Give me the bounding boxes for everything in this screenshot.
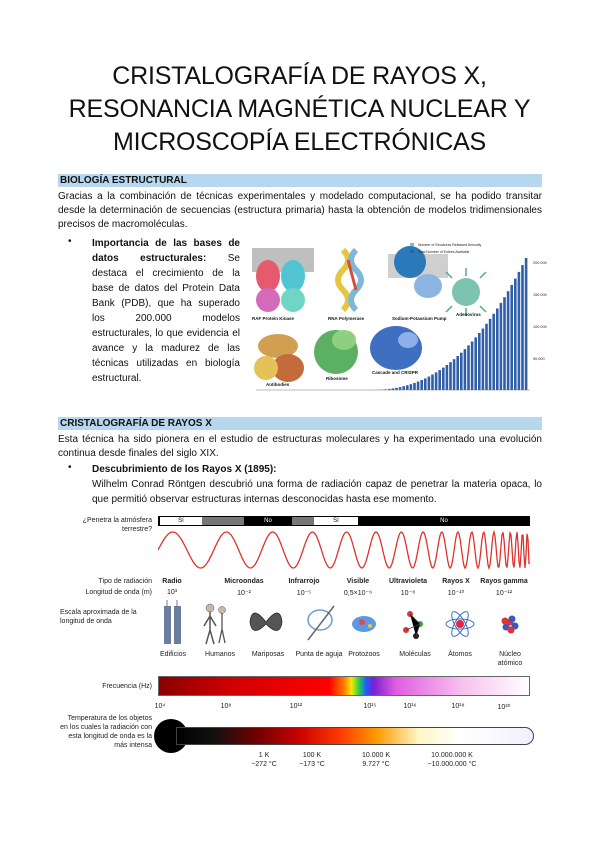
pdb-bar bbox=[489, 319, 492, 390]
radiation-type-label: Microondas bbox=[224, 578, 264, 585]
atm-yes-1: Sí bbox=[160, 517, 202, 525]
pdb-bar bbox=[420, 380, 423, 390]
pdb-bar bbox=[478, 333, 481, 390]
pdb-bar bbox=[500, 303, 503, 390]
wave-graphic bbox=[158, 528, 530, 572]
scale-item-label: Humanos bbox=[205, 651, 235, 658]
atmosphere-bar bbox=[158, 516, 530, 526]
pdb-bar bbox=[507, 291, 510, 390]
nucleus-icon bbox=[502, 616, 519, 634]
temperature-kelvin: 100 K bbox=[302, 752, 322, 759]
pdb-bar bbox=[438, 370, 441, 390]
butterfly-icon bbox=[250, 613, 282, 631]
pdb-bar bbox=[474, 337, 477, 390]
legend-annual: Number of Structures Released Annually bbox=[418, 243, 482, 247]
wavelength-label: 0,5×10⁻⁶ bbox=[343, 590, 373, 597]
em-spectrum-figure bbox=[58, 512, 544, 774]
temperature-kelvin: 10.000.000 K bbox=[431, 752, 473, 759]
pdb-bar bbox=[456, 356, 459, 390]
bullet-rayos-x-text: Wilhelm Conrad Röntgen descubrió una forma de radiación capaz de penetrar la materia opaca, lo que permitió observar estructuras internas desconocidas hasta ese momento. bbox=[92, 479, 542, 505]
pdb-bar bbox=[510, 285, 513, 390]
pdb-bar bbox=[496, 309, 499, 391]
pdb-bar bbox=[471, 342, 474, 391]
section-heading-biologia: BIOLOGÍA ESTRUCTURAL bbox=[58, 174, 542, 187]
pdb-bar bbox=[406, 385, 409, 390]
molecules-icon bbox=[403, 611, 423, 639]
temperature-kelvin: 10.000 K bbox=[361, 752, 391, 759]
temperature-celsius: −173 °C bbox=[299, 761, 325, 768]
pdb-bar bbox=[446, 365, 449, 390]
label-longitud: Longitud de onda (m) bbox=[85, 589, 152, 596]
radiation-type-label: Ultravioleta bbox=[388, 578, 428, 585]
buildings-icon bbox=[164, 600, 181, 644]
pdb-bar bbox=[492, 314, 495, 390]
radiation-type-label: Visible bbox=[346, 578, 370, 585]
pdb-bar bbox=[503, 297, 506, 390]
bullet-pdb-text: Se destaca el crecimiento de la base de datos del Protein Data Bank (PDB), que ha superado los 200.000 modelos estructurales, lo que evidencia el avance y la madurez de las técnicas utilizadas en biología estructural. bbox=[92, 253, 240, 384]
pdb-bar bbox=[525, 258, 528, 390]
scale-item-label: Edificios bbox=[159, 651, 187, 658]
title-line-3: MICROSCOPÍA ELECTRÓNICAS bbox=[112, 128, 487, 156]
section-paragraph-cristalografia: Esta técnica ha sido pionera en el estudio de estructuras moleculares y ha experimentado una evolución continua desde finales del siglo XIX. bbox=[58, 434, 542, 459]
y-tick-150000: 150,000 bbox=[533, 293, 547, 297]
bullet-dot: • bbox=[68, 236, 72, 247]
frequency-tick: 10¹⁶ bbox=[403, 703, 417, 710]
wavelength-label: 10⁻¹² bbox=[495, 590, 513, 597]
fig-label-ribosome: Ribosome bbox=[326, 376, 348, 381]
atm-grey-2 bbox=[292, 517, 314, 525]
pdb-bar bbox=[431, 375, 434, 391]
label-escala: Escala aproximada de la longitud de onda bbox=[60, 609, 137, 625]
bullet-pdb-heading: Importancia de las bases de datos estructurales: bbox=[92, 238, 240, 264]
label-temperatura: Temperatura de los objetos en los cuales la radiación con esta longitud de onda es la más intensa bbox=[60, 715, 152, 749]
atm-grey-1 bbox=[202, 517, 244, 525]
thermometer-tube bbox=[176, 727, 534, 745]
fig-label-pump: Sodium-Potassium Pump bbox=[392, 316, 447, 321]
page-title bbox=[0, 60, 599, 159]
frequency-bar bbox=[158, 676, 530, 696]
pdb-bar bbox=[413, 383, 416, 390]
radiation-type-label: Rayos gamma bbox=[480, 578, 528, 585]
label-frecuencia: Frecuencia (Hz) bbox=[102, 683, 152, 690]
atm-no-1: No bbox=[264, 518, 272, 524]
section-paragraph-biologia: Gracias a la combinación de técnicas experimentales y modelado computacional, se ha podido transitar desde la determinación de secuencias (estructura primaria) hasta la obtención de modelos tridimensionales precisos de macromoléculas. bbox=[58, 191, 542, 230]
pdb-bar bbox=[435, 372, 438, 390]
section-heading-cristalografia: CRISTALOGRAFÍA DE RAYOS X bbox=[58, 417, 542, 430]
pdb-bar bbox=[410, 384, 413, 390]
fig-label-adeno: Adenovirus bbox=[456, 312, 481, 317]
radiation-type-label: Radio bbox=[162, 578, 182, 585]
fig-label-antibodies: Antibodies bbox=[266, 382, 290, 387]
wavelength-label: 10⁻² bbox=[237, 590, 251, 597]
wavelength-label: 10⁻⁸ bbox=[400, 590, 416, 597]
temperature-celsius: 9.727 °C bbox=[362, 761, 390, 768]
radiation-type-label: Rayos X bbox=[442, 578, 470, 585]
scale-item-label: Protozoos bbox=[348, 651, 380, 658]
wavelength-label: 10⁻⁵ bbox=[296, 590, 312, 597]
scale-item-label: Núcleo atómico bbox=[497, 651, 523, 667]
atom-icon bbox=[446, 609, 474, 638]
scale-icons bbox=[158, 600, 538, 648]
temperature-celsius: ~10.000.000 °C bbox=[427, 761, 477, 768]
bullet-dot: • bbox=[68, 462, 72, 473]
frequency-tick: 10¹⁵ bbox=[363, 703, 377, 710]
frequency-tick: 10²⁰ bbox=[497, 704, 511, 711]
frequency-tick: 10¹⁸ bbox=[451, 703, 465, 710]
frequency-tick: 10⁸ bbox=[220, 703, 232, 710]
title-line-2: RESONANCIA MAGNÉTICA NUCLEAR Y bbox=[68, 95, 531, 123]
pdb-bar bbox=[518, 272, 521, 390]
pdb-bar bbox=[467, 345, 470, 390]
humans-icon bbox=[204, 604, 226, 644]
fig-label-cascade: Cascade and CRISPR bbox=[372, 370, 419, 375]
scale-item-label: Moléculas bbox=[399, 651, 431, 658]
pdb-bar bbox=[442, 368, 445, 390]
pdb-bar bbox=[449, 362, 452, 390]
pdb-bar bbox=[514, 279, 517, 390]
legend-total: Total Number of Entries Available bbox=[418, 250, 470, 254]
atm-no-2: No bbox=[440, 518, 448, 524]
wavelength-label: 10³ bbox=[166, 589, 178, 596]
label-tipo: Tipo de radiación bbox=[98, 578, 152, 585]
radiation-type-label: Infrarrojo bbox=[288, 578, 320, 585]
y-tick-200000: 200,000 bbox=[533, 261, 547, 265]
scale-item-label: Átomos bbox=[448, 651, 472, 658]
needle-icon bbox=[308, 606, 334, 640]
atm-question: ¿Penetra la atmósfera terrestre? bbox=[82, 517, 152, 533]
y-tick-100000: 100,000 bbox=[533, 325, 547, 329]
pdb-bar bbox=[399, 387, 402, 390]
scale-item-label: Punta de aguja bbox=[295, 651, 343, 658]
wavelength-label: 10⁻¹⁰ bbox=[447, 590, 465, 597]
y-tick-50000: 50,000 bbox=[533, 357, 545, 361]
pdb-bar bbox=[460, 353, 463, 390]
pdb-bar bbox=[521, 265, 524, 390]
atm-yes-2: Sí bbox=[314, 517, 358, 525]
title-line-1: CRISTALOGRAFÍA DE RAYOS X, bbox=[112, 62, 487, 90]
pdb-bar bbox=[424, 378, 427, 390]
pdb-bar bbox=[485, 324, 488, 390]
pdb-figure bbox=[248, 240, 548, 400]
pdb-bar bbox=[395, 388, 398, 390]
protozoa-icon bbox=[352, 616, 376, 632]
pdb-bar bbox=[402, 386, 405, 390]
pdb-bar bbox=[482, 329, 485, 391]
ribosome-image bbox=[314, 330, 358, 374]
pdb-bar bbox=[428, 377, 431, 391]
frequency-tick: 10⁴ bbox=[154, 703, 166, 710]
bullet-pdb bbox=[92, 236, 240, 386]
fig-label-raf: RAF Protein Kinase bbox=[252, 316, 295, 321]
cascade-crispr-image bbox=[370, 326, 422, 370]
scale-item-label: Mariposas bbox=[251, 651, 285, 658]
frequency-tick: 10¹² bbox=[289, 703, 303, 710]
pdb-bar bbox=[417, 382, 420, 391]
bullet-rayos-x-heading: Descubrimiento de los Rayos X (1895): bbox=[92, 464, 277, 475]
temperature-celsius: −272 °C bbox=[251, 761, 277, 768]
pdb-bar bbox=[453, 359, 456, 390]
pdb-bar bbox=[464, 349, 467, 390]
fig-label-rnapol: RNA Polymerase bbox=[328, 316, 365, 321]
temperature-kelvin: 1 K bbox=[258, 752, 270, 759]
